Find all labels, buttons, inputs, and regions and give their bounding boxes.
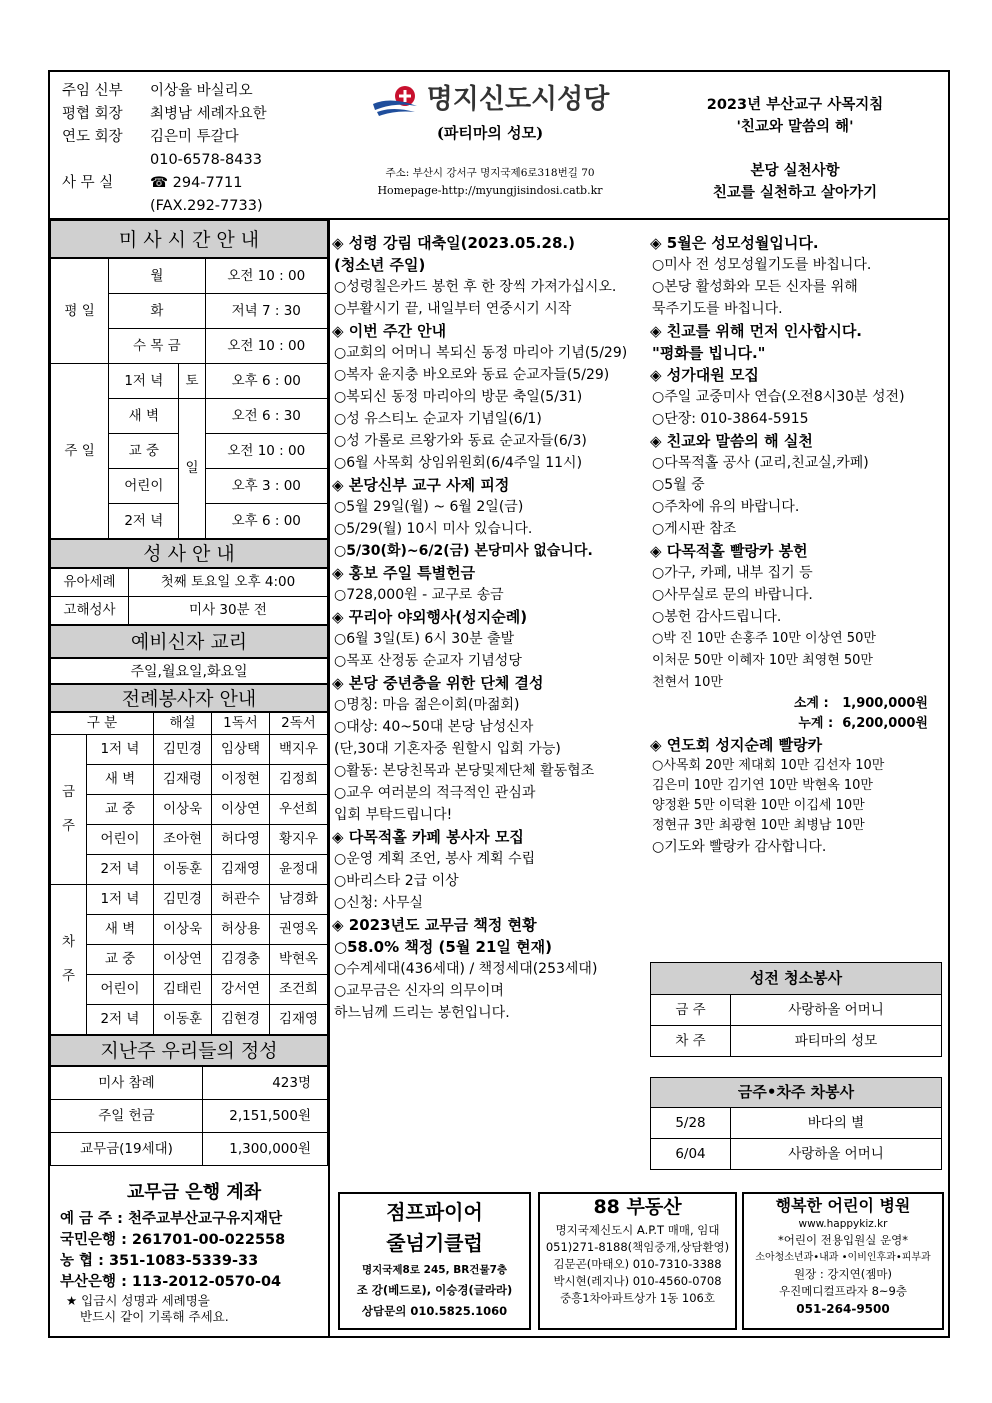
notice-item: ○대상: 40~50대 본당 남성신자 [334,719,534,735]
notice-section [650,734,940,858]
notice-section [650,320,940,364]
mass-day: 일 [179,399,205,539]
server-name: 강서연 [212,975,270,1005]
mass-day: 월 [109,259,205,294]
notice-section [332,232,622,320]
server-name: 조아현 [154,825,212,855]
server-name: 백지우 [270,735,328,765]
sacrament-table [50,568,328,625]
server-name: 권영옥 [270,915,328,945]
guideline-line: 친교를 실천하고 살아가기 [712,185,878,201]
notice-item: ○기도와 빨랑카 감사합니다. [652,839,827,855]
notice-item: ○5/29(월) 10시 미사 있습니다. [334,521,533,537]
server-name: 조건희 [270,975,328,1005]
notice-item: ○신청: 사무실 [334,895,424,911]
notice-section [332,826,622,914]
notice-item: ○교회의 어머니 복되신 동정 마리아 기념(5/29) [334,345,628,361]
notice-item: 입회 부탁드립니다! [334,807,453,823]
sacrament-key: 유아세례 [51,569,129,597]
ad-line: 점프파이어 [386,1200,483,1224]
notice-item: ○성령칠은카드 봉헌 후 한 장씩 가져가십시오. [334,279,617,295]
notice-item: 김은미 10만 김기연 10만 박현옥 10만 [652,778,873,793]
notice-section [332,606,622,672]
notice-section [332,474,622,562]
notice-item: ○박 진 10만 손홍주 10만 이상연 50만 [652,631,876,646]
notice-item: 하느님께 드리는 봉헌입니다. [334,1005,510,1021]
guideline-line: 본당 실천사항 [750,163,840,179]
server-name: 김민경 [154,885,212,915]
server-name: 황지우 [270,825,328,855]
address: 주소: 부산시 강서구 명지국제6로318번길 70 [385,166,595,179]
ad-line: 051-264-9500 [796,1302,890,1316]
notice-item: ○58.0% 책정 (5월 21일 현재) [334,938,552,956]
mass-name: 교 중 [109,434,179,469]
left-column [50,220,328,1166]
mass-time: 오후 6 : 00 [205,504,327,539]
ad-line: 소아청소년과•내과 •이비인후과•피부과 [755,1252,931,1263]
col-header: 구 분 [51,713,154,735]
notice-item: ○목포 산정동 순교자 기념성당 [334,653,522,669]
notice-item: ○봉헌 감사드립니다. [652,609,782,625]
notice-item: ○다목적홀 공사 (교리,친교실,카페) [652,455,869,471]
catechumen-schedule: 주일,월요일,화요일 [50,658,328,684]
notice-section [332,320,628,474]
notice-item: "평화를 빕니다." [652,344,766,362]
cleaning-value: 사랑하올 어머니 [731,995,942,1026]
ad-line: *어린이 전용입원실 운영* [778,1233,908,1247]
mass-name: 어린이 [87,975,154,1005]
notice-item: 정현규 3만 최광현 10만 최병남 10만 [652,818,865,833]
notice-item: ○6월 사목회 상임위원회(6/4주일 11시) [334,455,583,471]
notice-item: ○복되신 동정 마리아의 방문 축일(5/31) [334,389,583,405]
notice-section [650,540,940,734]
week-label: 금 주 [51,735,87,885]
ad-line: 줄넘기클럽 [386,1231,483,1255]
mass-name: 1저 녁 [87,735,154,765]
notice-item: ○주일 교중미사 연습(오전8시30분 성전) [652,389,905,405]
sacrament-key: 고해성사 [51,597,129,625]
bank-title: 교무금 은행 계좌 [126,1182,262,1203]
server-name: 김재영 [212,855,270,885]
notice-item: 이처문 50만 이혜자 10만 최영현 50만 [652,653,873,668]
server-name: 김민경 [154,735,212,765]
staff-row: 평협 회장 최병남 세례자요한 [62,106,267,122]
offering-value: 2,151,500원 [203,1100,328,1133]
server-name: 이상욱 [154,795,212,825]
col-header: 1독서 [212,713,270,735]
staff-row: 연도 회장 김은미 투갈다 [62,129,239,145]
liturgy-table [50,712,328,1035]
mass-time: 저녁 7 : 30 [205,294,327,329]
notice-item: ○사무실로 문의 바랍니다. [652,587,813,603]
server-name: 김정희 [270,765,328,795]
mass-day: 수 목 금 [109,329,205,364]
section-heading: ◈ 친교를 위해 먼저 인사합시다. [650,322,863,340]
server-name: 이동훈 [154,855,212,885]
offering-key: 미사 참례 [51,1067,203,1100]
notice-item: ○바리스타 2급 이상 [334,873,459,889]
notice-item: ○단장: 010-3864-5915 [652,411,809,427]
week-label: 차 주 [51,885,87,1035]
mass-name: 1저 녁 [109,364,179,399]
tea-key: 6/04 [651,1139,731,1170]
tea-table [650,1077,942,1170]
bank-row: 예 금 주 : 천주교부산교구유지재단 [60,1210,283,1227]
mass-name: 새 벽 [109,399,179,434]
mass-name: 2저 녁 [109,504,179,539]
parish-name: 명지신도시성당 [426,84,610,116]
ad-line: 우진메디컬프라자 8~9층 [779,1284,907,1298]
server-name: 이동훈 [154,1005,212,1035]
server-name: 김현경 [212,1005,270,1035]
notice-item: ○부활시기 끝, 내일부터 연중시기 시작 [334,301,572,317]
ad-line: 상담문의 010.5825.1060 [361,1303,508,1318]
server-name: 윤정대 [270,855,328,885]
tea-title: 금주•차주 차봉사 [651,1078,942,1108]
ad-realestate [538,1192,737,1330]
mass-name: 어린이 [109,469,179,504]
tea-value: 바다의 별 [731,1108,942,1139]
mass-name: 새 벽 [87,765,154,795]
notice-item: ○수계세대(436세대) / 책정세대(253세대) [334,961,598,977]
notice-section [650,364,940,430]
server-name: 김태린 [154,975,212,1005]
notice-item: 묵주기도를 바칩니다. [652,301,783,317]
notice-item: (청소년 주일) [334,256,426,274]
server-name: 임상택 [212,735,270,765]
notice-section [332,914,622,1024]
ad-line: 행복한 어린이 병원 [775,1196,911,1215]
sacrament-value: 첫째 토요일 오후 4:00 [129,569,328,597]
notice-item: 천현서 10만 [652,675,723,690]
bank-note: ★ 입금시 성명과 세례명을 [66,1292,210,1308]
notice-item: ○명칭: 마음 젊은이회(마젊회) [334,697,520,713]
total: 누계 : 6,200,000원 [798,716,928,731]
staff-row: (FAX.292-7733) [150,198,263,214]
mass-name: 2저 녁 [87,855,154,885]
sacrament-value: 미사 30분 전 [129,597,328,625]
section-heading: ◈ 다목적홀 카페 봉사자 모집 [332,828,524,846]
mass-time: 오전 10 : 00 [205,329,327,364]
right-column [650,232,940,858]
sunday-label: 주 일 [51,364,109,539]
notice-item: ○활동: 본당친목과 본당및제단체 활동협조 [334,763,595,779]
mass-name: 교 중 [87,945,154,975]
notice-item: ○미사 전 성모성월기도를 바칩니다. [652,257,872,273]
section-heading: ◈ 성가대원 모집 [650,366,759,384]
mass-time: 오전 6 : 30 [205,399,327,434]
mass-name: 교 중 [87,795,154,825]
notice-item: ○5/30(화)~6/2(금) 본당미사 없습니다. [334,543,593,559]
offering-value: 423명 [203,1067,328,1100]
cleaning-table [650,962,942,1057]
notice-item: ○본당 활성화와 모든 신자를 위해 [652,279,858,295]
staff-row: 주임 신부 이상율 바실리오 [62,83,253,99]
notice-section [650,232,940,320]
section-heading: ◈ 5월은 성모성월입니다. [650,234,819,252]
server-name: 김재령 [154,765,212,795]
weekday-label: 평 일 [51,259,109,364]
staff-row: 010-6578-8433 [150,152,262,168]
header-staff [62,80,332,218]
section-heading: ◈ 홍보 주일 특별헌금 [332,564,476,582]
ad-line: 박시현(레지나) 010-4560-0708 [553,1273,722,1288]
section-heading: ◈ 본당신부 교구 사제 피정 [332,476,510,494]
notice-item: ○가구, 카페, 내부 집기 등 [652,565,813,581]
section-heading: ◈ 친교와 말씀의 해 실천 [650,432,813,450]
guideline-line: '친교와 말씀의 해' [736,119,854,135]
server-name: 허상용 [212,915,270,945]
mass-day: 토 [179,364,205,399]
notice-item: ○사목회 20만 제대회 10만 김선자 10만 [652,758,885,773]
ad-line: 원장 : 강지연(젬마) [794,1267,892,1281]
notice-item: ○게시판 참조 [652,521,737,537]
server-name: 이상욱 [154,915,212,945]
parish-logo-icon [371,82,421,118]
server-name: 이정현 [212,765,270,795]
notice-item: ○5월 29일(월) ~ 6월 2일(금) [334,499,524,515]
server-name: 남경화 [270,885,328,915]
offering-table [50,1066,328,1166]
bulletin-page [48,70,950,1338]
offering-key: 주일 헌금 [51,1100,203,1133]
subtotal: 소계 : 1,900,000원 [793,696,928,711]
section-heading: ◈ 본당 중년층을 위한 단체 결성 [332,674,544,692]
mass-name: 어린이 [87,825,154,855]
mass-name: 새 벽 [87,915,154,945]
cleaning-key: 금 주 [651,995,731,1026]
offering-value: 1,300,000원 [203,1133,328,1166]
offering-key: 교무금(19세대) [51,1133,203,1166]
notice-item: ○성 유스티노 순교자 기념일(6/1) [334,411,542,427]
section-heading: ◈ 연도회 성지순례 빨랑카 [650,736,823,754]
notice-item: ○교우 여러분의 적극적인 관심과 [334,785,536,801]
sacrament-title: 성 사 안 내 [50,539,328,568]
ad-line: 조 강(베드로), 이승경(글라라) [356,1283,513,1298]
tea-box [650,1077,942,1170]
cleaning-box [650,962,942,1057]
ad-line: 051)271-8188(책임중개,상담환영) [545,1239,730,1254]
notice-item: ○728,000원 - 교구로 송금 [334,587,504,603]
mass-time: 오전 10 : 00 [205,434,327,469]
notice-item: ○복자 윤지충 바오로와 동료 순교자들(5/29) [334,367,610,383]
bank-note: 반드시 같이 기록해 주세요. [80,1308,229,1324]
notice-item: ○성 가롤로 르왕가와 동료 순교자들(6/3) [334,433,587,449]
server-name: 박현옥 [270,945,328,975]
notice-item: ○6월 3일(토) 6시 30분 출발 [334,631,515,647]
server-name: 이상연 [154,945,212,975]
cleaning-value: 파티마의 성모 [731,1026,942,1057]
middle-column [332,232,628,1024]
server-name: 김재영 [270,1005,328,1035]
col-header: 해설 [154,713,212,735]
ad-line: 김문곤(마태오) 010-7310-3388 [553,1256,722,1271]
offering-title: 지난주 우리들의 정성 [50,1035,328,1066]
section-heading: ◈ 성령 강림 대축일(2023.05.28.) [332,234,575,252]
homepage-link[interactable]: Homepage-http://myungjisindosi.catb.kr [377,183,603,197]
section-heading: ◈ 이번 주간 안내 [332,322,447,340]
header-parish [340,80,640,198]
cleaning-key: 차 주 [651,1026,731,1057]
ad-line: 명지국제신도시 A.P.T 매매, 임대 [555,1222,720,1237]
guideline-line: 2023년 부산교구 사목지침 [706,97,884,113]
tea-value: 사랑하올 어머니 [731,1139,942,1170]
bank-row: 농 협 : 351-1083-5339-33 [60,1252,259,1269]
cleaning-title: 성전 청소봉사 [651,963,942,995]
notice-item: 양정환 5만 이덕환 10만 이깁세 10만 [652,798,865,813]
notice-item: ○교무금은 신자의 의무이며 [334,983,504,999]
server-name: 김경충 [212,945,270,975]
bank-row: 국민은행 : 261701-00-022558 [60,1231,286,1248]
mass-name: 2저 녁 [87,1005,154,1035]
mass-schedule-title: 미 사 시 간 안 내 [50,220,328,258]
section-heading: ◈ 꾸리아 야외행사(성지순례) [332,608,528,626]
server-name: 우선희 [270,795,328,825]
section-heading: ◈ 2023년도 교무금 책정 현황 [332,916,537,934]
server-name: 허관수 [212,885,270,915]
mass-time: 오후 6 : 00 [205,364,327,399]
notice-section [332,562,622,606]
server-name: 이상연 [212,795,270,825]
catechumen-title: 예비신자 교리 [50,625,328,658]
mass-day: 화 [109,294,205,329]
notice-item: ○운영 계획 조언, 봉사 계획 수립 [334,851,536,867]
notice-section [332,672,622,826]
bank-accounts [50,1178,328,1338]
mass-time: 오전 10 : 00 [205,259,327,294]
notice-section [650,430,940,540]
mass-name: 1저 녁 [87,885,154,915]
col-header: 2독서 [270,713,328,735]
server-name: 허다영 [212,825,270,855]
notice-item: (단,30대 기혼자중 원할시 입회 가능) [334,741,561,757]
ad-line: 명지국제8로 245, BR건물7층 [361,1264,508,1276]
patron-saint: (파티마의 성모) [436,124,544,142]
ad-jumpfire [338,1192,531,1330]
ad-line: 중흥1차아파트상가 1동 106호 [560,1290,715,1305]
ad-hospital [742,1192,944,1330]
tea-key: 5/28 [651,1108,731,1139]
notice-item: ○주차에 유의 바랍니다. [652,499,800,515]
notice-item: ○5월 중 [652,477,705,493]
liturgy-title: 전례봉사자 안내 [50,684,328,712]
section-heading: ◈ 다목적홀 빨랑카 봉헌 [650,542,808,560]
staff-row: 사 무 실 ☎ 294-7711 [62,175,243,191]
pastoral-guideline [650,94,940,204]
ad-line: www.happykiz.kr [798,1218,888,1230]
mass-time: 오후 3 : 00 [205,469,327,504]
mass-schedule-table [50,258,328,539]
bank-row: 부산은행 : 113-2012-0570-04 [60,1273,282,1290]
ad-line: 88 부동산 [593,1196,682,1218]
